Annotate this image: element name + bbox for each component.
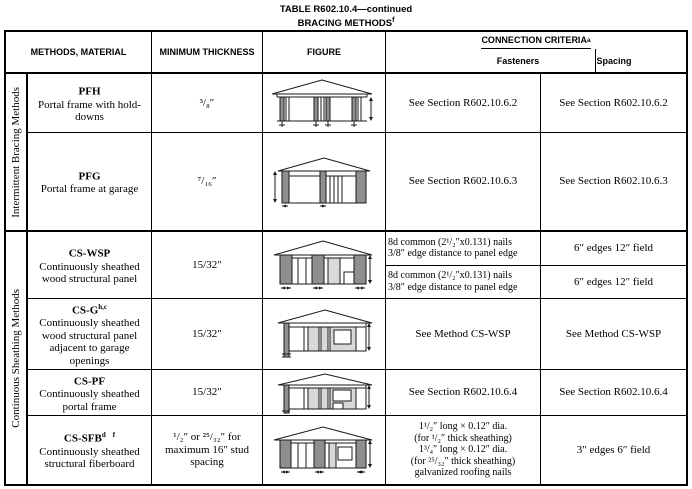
method-cell [28,299,151,369]
bracing-methods-table [4,30,688,486]
portal-frame-at-garage-figure [268,155,380,209]
table-row-cs-sfb [28,416,686,484]
fasteners-cell: 1¹/₂″ long × 0.12″ dia. (for ¹/₂″ thick sheathing) 1³/₄″ long × 0.12″ dia. (for ²⁵/₃₂″ thick sheathing) galvanized roofing nails [385,416,540,484]
header-connection-criteria-group [385,32,686,72]
fasteners-cell: See Method CS-WSP [385,299,540,369]
header-minimum-thickness: MINIMUM THICKNESS [151,32,262,72]
spacing-cell: See Section R602.10.6.4 [540,370,686,415]
spacing-cell: See Section R602.10.6.2 [540,74,686,132]
table-row-pfh [28,74,686,133]
method-cell [28,416,151,484]
group-label-intermittent: Intermittent Bracing Methods [6,74,28,230]
spacing-cell [540,232,686,298]
header-connection-subrow [440,49,631,72]
fasteners-cell [385,232,540,298]
fastener-subcell: 8d common (2¹/₂″x0.131) nails 3/8″ edge distance to panel edge [388,236,518,260]
method-name: CS-PF [73,375,106,388]
spacing-cell: See Method CS-WSP [540,299,686,369]
thickness-cell: ¹/₂″ or ²⁵/₃₂″ for maximum 16″ stud spacing [151,416,262,484]
group-intermittent-bracing-methods [6,74,686,232]
method-desc: Portal frame at garage [40,183,139,196]
fastener-subcell: 8d common (2¹/₂″x0.131) nails 3/8″ edge distance to panel edge [386,265,540,299]
figure-cell [262,370,385,415]
figure-cell [262,232,385,298]
table-row-cs-g [28,299,686,370]
fasteners-cell: See Section R602.10.6.2 [385,74,540,132]
connection-footnote-sup: a [586,36,591,44]
thickness-cell: ⁷/₁₆″ [151,133,262,230]
spacing-cell: 3″ edges 6″ field [540,416,686,484]
portal-frame-hold-downs-figure [268,77,380,129]
thickness-cell: 15/32″ [151,370,262,415]
thickness-cell: ³/₈″ [151,74,262,132]
figure-cell [262,74,385,132]
table-title-line1: TABLE R602.10.4—continued [279,4,413,15]
table-row-cs-wsp [28,232,686,299]
cs-g-garage-figure [268,306,380,362]
table-title [0,4,692,29]
header-fasteners: Fasteners [496,55,540,66]
fasteners-cell: See Section R602.10.6.3 [385,133,540,230]
figure-cell [262,299,385,369]
header-methods-material: METHODS, MATERIAL [30,47,127,57]
cs-wsp-house-figure [268,238,380,292]
method-desc: Continuously sheathed wood structural panel [39,260,140,286]
table-row-pfg [28,133,686,230]
spacing-subcell: 6″ edges 12″ field [573,242,654,254]
method-desc: Continuously sheathed wood structural panel adjacent to garage openings [39,317,140,367]
table-row-cs-pf [28,370,686,416]
figure-cell [262,133,385,230]
thickness-cell: 15/32″ [151,299,262,369]
method-name: PFG [78,170,101,183]
header-spacing: Spacing [595,49,631,72]
cs-sfb-house-figure [268,424,380,476]
method-name: $CS-SFB^{d f}$ [63,431,116,446]
method-name: PFH [78,86,101,99]
title-footnote-sup: f [392,17,395,24]
method-cell [28,370,151,415]
group-label-continuous: Continuous Sheathing Methods [6,232,28,484]
method-name: CS-WSP [68,248,111,261]
method-desc: Portal frame with hold-downs [38,98,141,124]
thickness-cell: 15/32″ [151,232,262,298]
method-desc: Continuously sheathed portal frame [39,388,140,413]
method-cell [28,74,151,132]
group-continuous-sheathing-methods [6,232,686,484]
cs-pf-portal-frame-figure [268,371,380,415]
table-title-line2: BRACING METHODS$^f$ [297,17,395,30]
fasteners-cell: See Section R602.10.6.4 [385,370,540,415]
spacing-subcell: 6″ edges 12″ field [541,265,686,299]
spacing-cell: See Section R602.10.6.3 [540,133,686,230]
method-cell [28,133,151,230]
method-desc: Continuously sheathed structural fiberboard [39,445,140,471]
header-figure: FIGURE [262,32,385,72]
header-connection-criteria: CONNECTION CRITERIA a [481,32,590,49]
table-header-row [6,32,686,74]
method-cell [28,232,151,298]
figure-cell [262,416,385,484]
method-name: $CS-G^{h,c}$ [71,302,108,317]
